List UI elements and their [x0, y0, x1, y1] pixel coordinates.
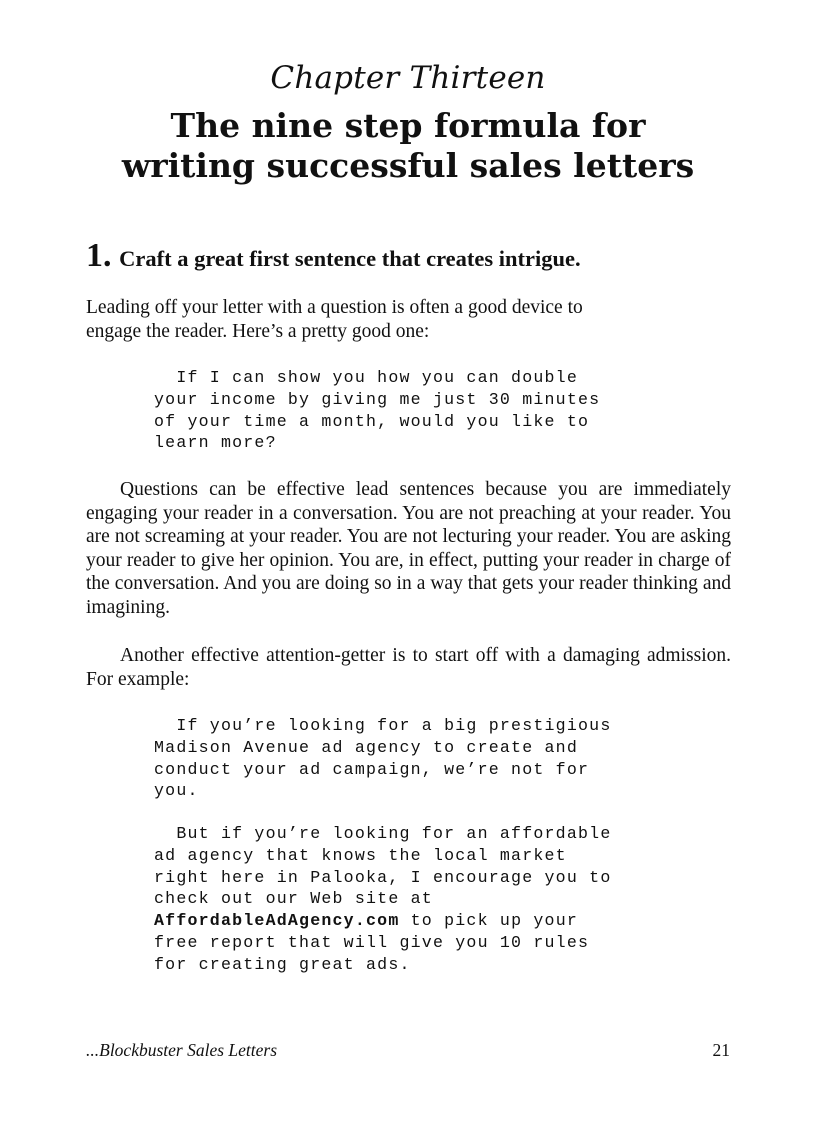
body-paragraph-2-text: Another effective attention-getter is to start off with a damaging admission. For example: — [86, 645, 731, 690]
chapter-label: Chapter Thirteen — [270, 60, 546, 96]
example-offer-text-before: But if you’re looking for an affordable ad agency that knows the local market right here in Palooka, I encourage you to check out our Web site at — [154, 824, 612, 909]
example-offer-quote — [154, 823, 714, 976]
website-link-text: AffordableAdAgency.com — [154, 911, 400, 931]
step-number: 1. — [86, 237, 112, 274]
chapter-title-line-1: The nine step formula for — [170, 106, 646, 145]
body-paragraph-1 — [86, 478, 731, 620]
intro-line-1: Leading off your letter with a question is often a good device to — [86, 297, 583, 318]
example-question-quote: If I can show you how you can double your income by giving me just 30 minutes of your time a month, would you like to learn more? — [154, 368, 601, 453]
chapter-title-line-2: writing successful sales letters — [121, 146, 695, 185]
chapter-title — [0, 106, 816, 186]
body-paragraph-1-text: Questions can be effective lead sentences because you are immediately engaging your reader in a conversation. You are not preaching at your reader. You are not screaming at your reader. You are not lecturing your reader. You are asking your reader to give her opinion. You are, in effect, putting your reader in charge of the conversation. And you are doing so in a way that gets your reader thinking and imagining. — [86, 479, 731, 618]
step-heading — [86, 236, 581, 279]
step-heading-text: Craft a great first sentence that creates intrigue. — [119, 246, 581, 271]
intro-line-2: engage the reader. Here’s a pretty good one: — [86, 320, 430, 342]
body-paragraph-2 — [86, 644, 731, 691]
footer-page-number: 21 — [712, 1040, 730, 1060]
example-offer-text-after: to pick up your free report that will give you 10 rules for creating great ads. — [154, 911, 590, 974]
example-admission-quote: If you’re looking for a big prestigious Madison Avenue ad agency to create and conduct your ad campaign, we’re not for you. — [154, 716, 612, 801]
footer-book-title: ...Blockbuster Sales Letters — [86, 1040, 278, 1060]
intro-paragraph — [86, 296, 731, 343]
